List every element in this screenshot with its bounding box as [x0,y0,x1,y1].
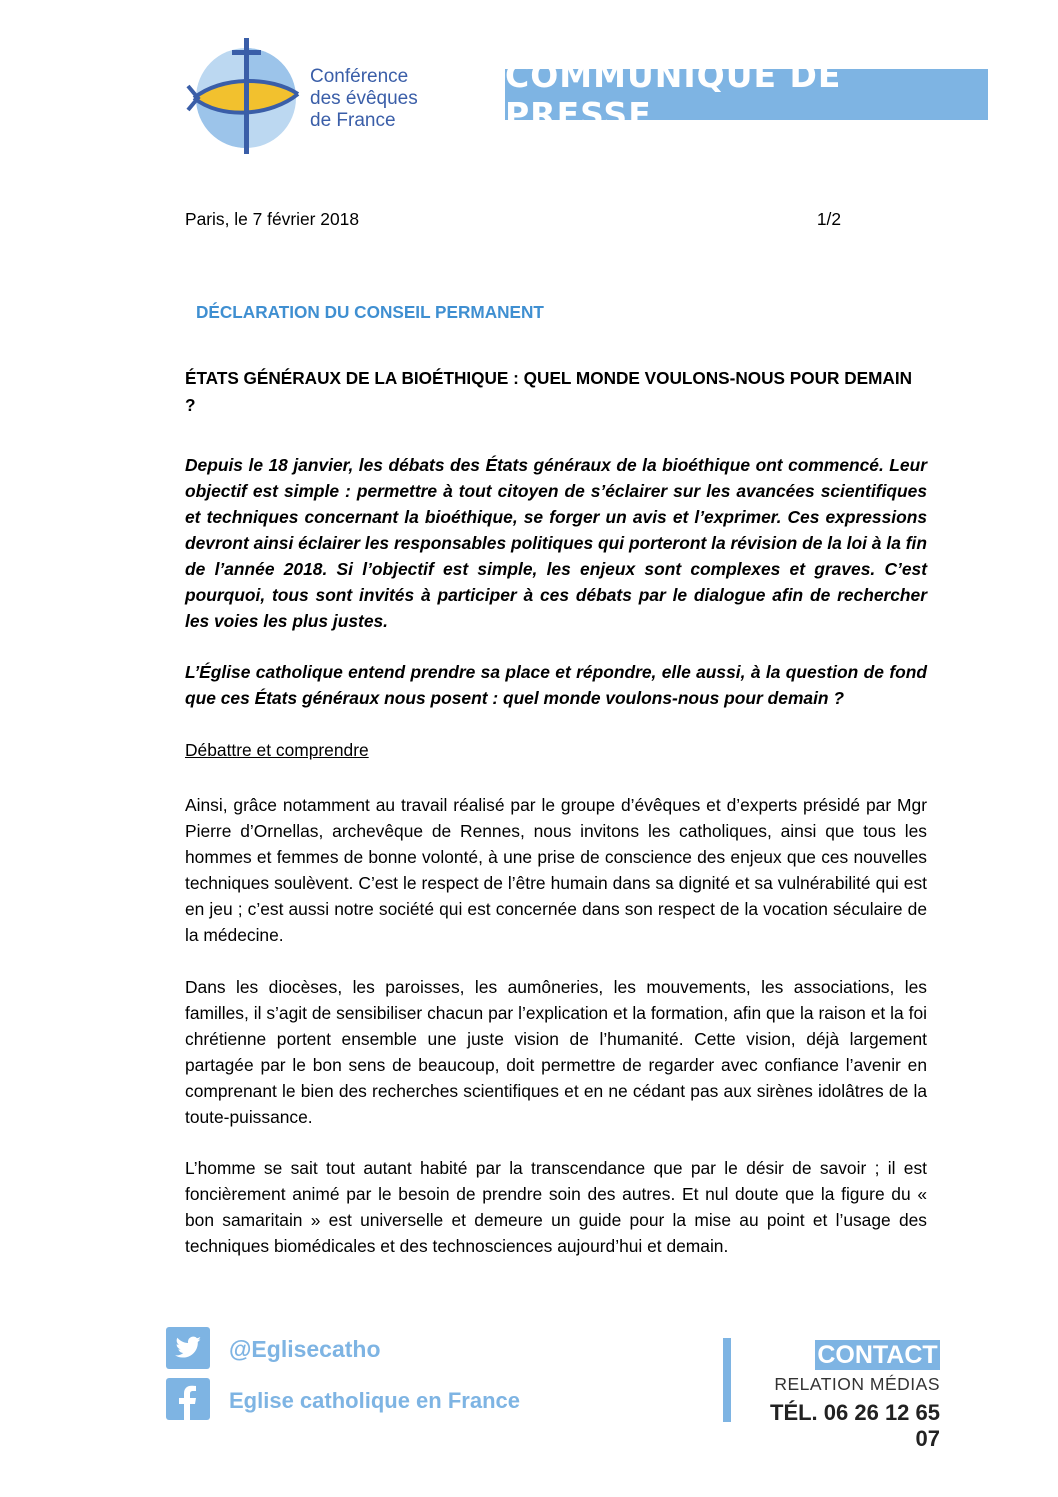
body-paragraph: L’homme se sait tout autant habité par la transcendance que par le désir de savoir ; il est foncièrement animé par le besoin de prendre soin des autres. Et nul doute que la figure du « bon samaritain » est universelle et demeure un guide pour la mise au point et l’usage des techniques biomédicales et des technosciences aujourd’hui et demain. [185,1158,927,1256]
twitter-icon [166,1327,210,1369]
contact-divider [723,1338,731,1422]
date: Paris, le 7 février 2018 [185,209,359,229]
intro-paragraph: Depuis le 18 janvier, les débats des États généraux de la bioéthique ont commencé. Leur objectif est simple : permettre à tout citoyen de s’éclairer sur les avancées scientifiques et techniques concernant la bioéthique, se forger un avis et l’exprimer. Ces expressions devront ainsi éclairer les responsables politiques qui porteront la révision de la loi à la fin de l’année 2018. Si l’objectif est simple, les enjeux sont complexes et graves. C’est pourquoi, tous sont invités à participer à ces débats par le dialogue afin de rechercher les voies les plus justes. [185,455,927,631]
org-name [310,66,418,132]
body-paragraph: Ainsi, grâce notamment au travail réalisé par le groupe d’évêques et d’experts présidé par Mgr Pierre d’Ornellas, archevêque de Rennes, nous invitons les catholiques, ainsi que tous les hommes et femmes de bonne volonté, à une prise de conscience des enjeux que ces nouvelles techniques soulèvent. C’est le respect de l’être humain dans sa dignité et sa vulnérabilité qui est en jeu ; c’est aussi notre société qui est concernée dans son respect de la vocation séculaire de la médecine. [185,795,927,945]
subheading: Débattre et comprendre [185,740,369,760]
facebook-icon [166,1378,210,1420]
main-title: ÉTATS GÉNÉRAUX DE LA BIOÉTHIQUE : QUEL MONDE VOULONS-NOUS POUR DEMAIN ? [185,368,913,415]
page-number: 1/2 [816,209,841,229]
press-release-banner: COMMUNIQUÉ DE PRESSE [505,69,988,120]
contact-label: CONTACT [815,1340,940,1370]
contact-subtitle: RELATION MÉDIAS [774,1374,940,1394]
body-paragraph: Dans les diocèses, les paroisses, les aumôneries, les mouvements, les associations, les familles, il s’agit de sensibiliser chacun par l’explication et la formation, afin que la raison et la foi chrétienne portent ensemble une juste vision de l’humanité. Cette vision, déjà largement partagée par le bon sens de beaucoup, doit permettre de regarder avec confiance l’avenir en comprenant le bien des recherches scientifiques et en ne cédant pas aux sirènes idolâtres de la toute-puissance. [185,977,927,1127]
section-title: DÉCLARATION DU CONSEIL PERMANENT [196,302,544,322]
cef-logo [186,36,302,156]
facebook-page-name: Eglise catholique en France [229,1388,520,1413]
intro-paragraph: L’Église catholique entend prendre sa place et répondre, elle aussi, à la question de fond que ces États généraux nous posent : quel monde voulons-nous pour demain ? [185,662,927,708]
date-line [185,209,841,230]
org-name-line-1: Conférence [310,66,409,87]
contact-phone: TÉL. 06 26 12 65 07 [770,1400,940,1451]
twitter-handle: @Eglisecatho [229,1336,381,1362]
org-name-line-3: de France [310,110,396,131]
org-name-line-2: des évêques [310,88,418,109]
